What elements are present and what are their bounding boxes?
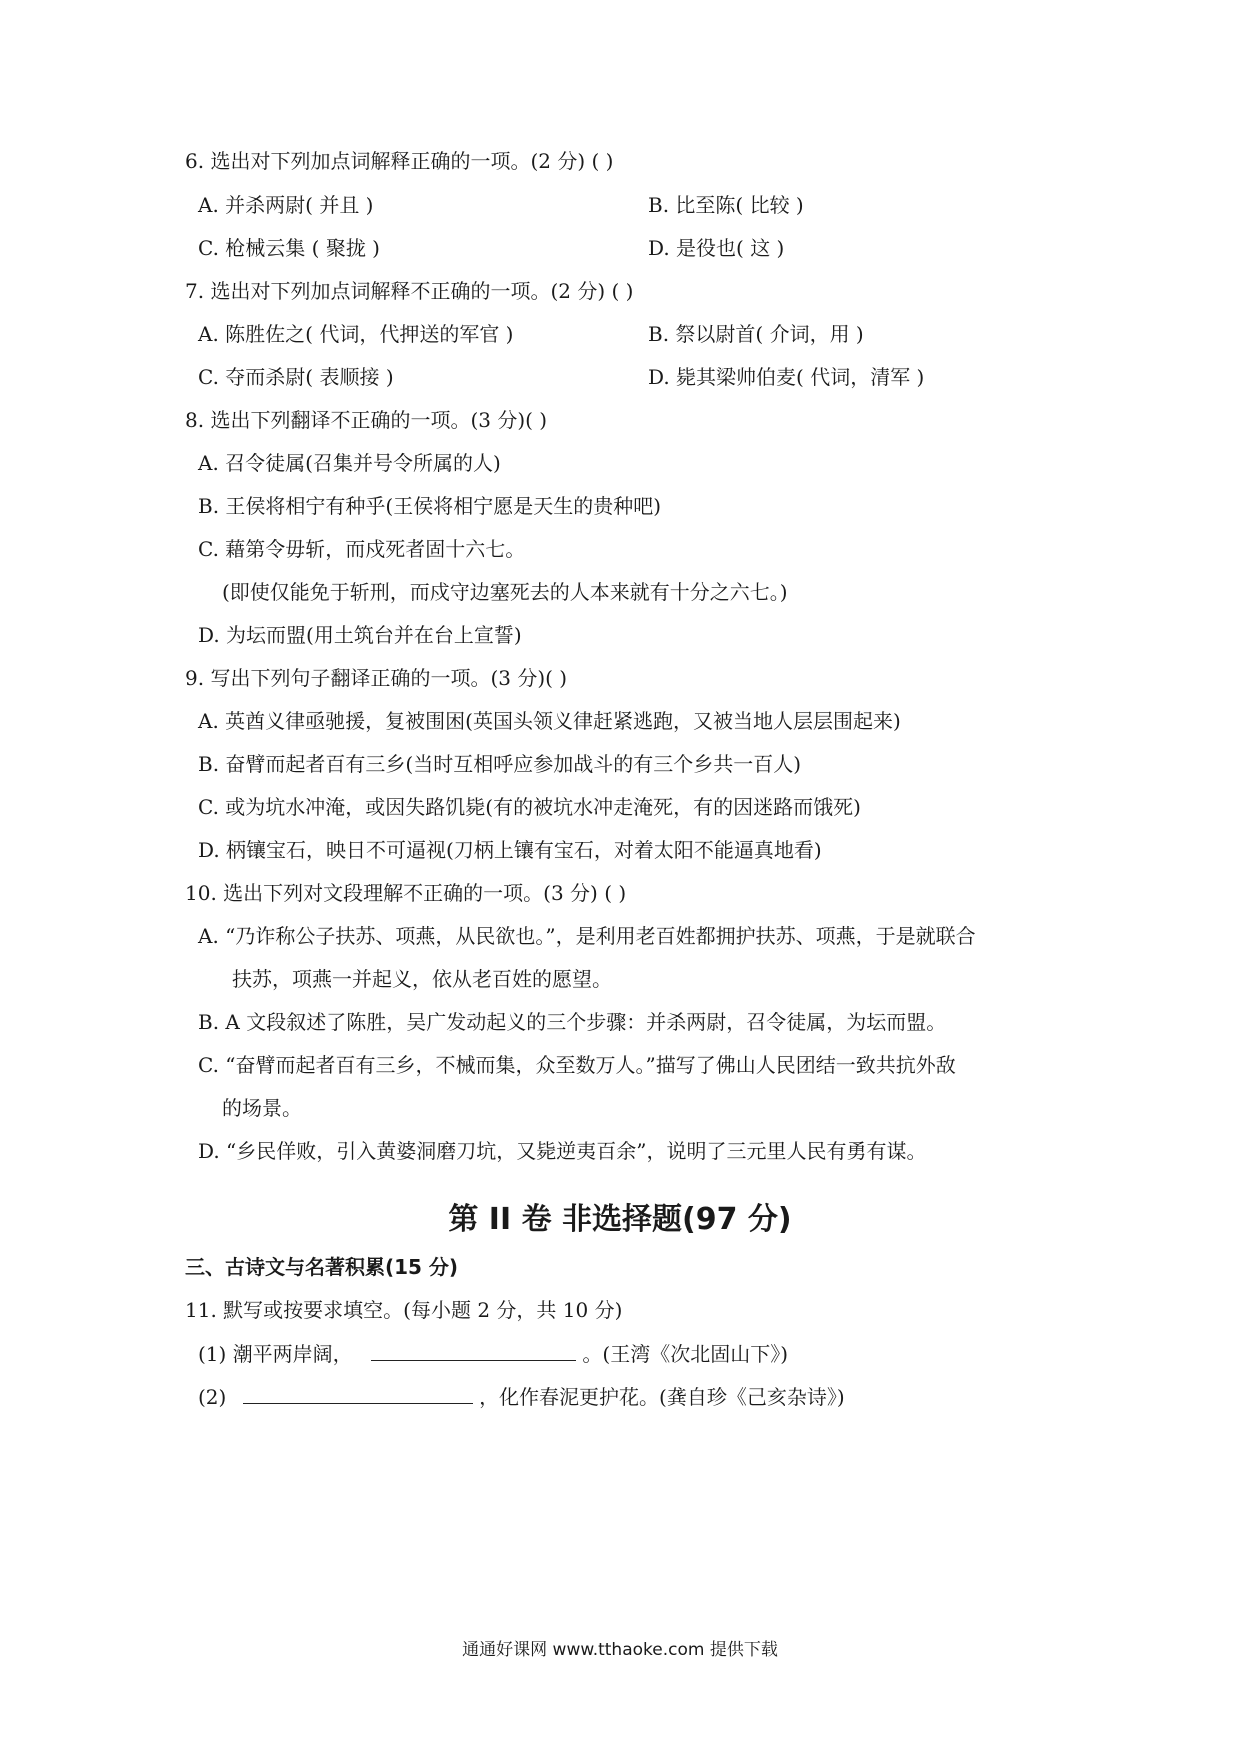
- q9-option-c: C. 或为坑水冲淹，或因失路饥毙(有的被坑水冲走淹死，有的因迷路而饿死): [198, 795, 861, 819]
- q9-option-b: B. 奋臂而起者百有三乡(当时互相呼应参加战斗的有三个乡共一百人): [198, 752, 802, 776]
- q6-option-d: D. 是役也( 这 ): [648, 236, 785, 260]
- q10-stem: 10. 选出下列对文段理解不正确的一项。(3 分) ( ): [185, 881, 627, 905]
- q11-item2-suffix: ，化作春泥更护花。(龚自珍《己亥杂诗》): [479, 1385, 845, 1409]
- q7-options-row2: [0, 363, 1240, 391]
- q10-option-a: A. “乃诈称公子扶苏、项燕，从民欲也。”，是利用老百姓都拥护扶苏、项燕，于是就联合: [198, 924, 976, 948]
- q11-item2: [198, 1383, 845, 1411]
- section3-heading: 三、古诗文与名著积累(15 分): [185, 1255, 459, 1279]
- q11-stem: 11. 默写或按要求填空。(每小题 2 分，共 10 分): [185, 1298, 623, 1322]
- q11-item1-blank[interactable]: [371, 1340, 576, 1361]
- q11-item1: [198, 1340, 788, 1368]
- q6-options-row1: [0, 191, 1240, 219]
- q9-option-d: D. 柄镶宝石，映日不可逼视(刀柄上镶有宝石，对着太阳不能逼真地看): [198, 838, 822, 862]
- q7-option-a: A. 陈胜佐之( 代词，代押送的军官 ): [198, 322, 514, 346]
- q11-item2-blank[interactable]: [243, 1383, 473, 1404]
- q9-option-a: A. 英酋义律亟驰援，复被围困(英国头领义律赶紧逃跑，又被当地人层层围起来): [198, 709, 901, 733]
- q6-option-c: C. 枪械云集 ( 聚拢 ): [198, 236, 380, 260]
- q6-option-b: B. 比至陈( 比较 ): [648, 193, 804, 217]
- q7-option-c: C. 夺而杀尉( 表顺接 ): [198, 365, 394, 389]
- q8-stem: 8. 选出下列翻译不正确的一项。(3 分)( ): [185, 408, 548, 432]
- q8-option-c-translation: (即使仅能免于斩刑，而戍守边塞死去的人本来就有十分之六七。): [222, 580, 788, 604]
- q10-option-c: C. “奋臂而起者百有三乡，不械而集，众至数万人。”描写了佛山人民团结一致共抗外敌: [198, 1053, 956, 1077]
- q7-option-b: B. 祭以尉首( 介词，用 ): [648, 322, 864, 346]
- q8-option-c: C. 藉第令毋斩，而戍死者固十六七。: [198, 537, 526, 561]
- q10-option-a-continued: 扶苏，项燕一并起义，依从老百姓的愿望。: [232, 967, 612, 991]
- q8-option-d: D. 为坛而盟(用土筑台并在台上宣誓): [198, 623, 522, 647]
- q7-option-d: D. 毙其梁帅伯麦( 代词，清军 ): [648, 365, 925, 389]
- q8-option-a: A. 召令徒属(召集并号令所属的人): [198, 451, 501, 475]
- q7-options-row1: [0, 320, 1240, 348]
- q10-option-d: D. “乡民佯败，引入黄婆洞磨刀坑，又毙逆夷百余”，说明了三元里人民有勇有谋。: [198, 1139, 927, 1163]
- q10-option-c-continued: 的场景。: [222, 1096, 302, 1120]
- q11-item2-prefix: (2): [198, 1385, 227, 1409]
- q9-stem: 9. 写出下列句子翻译正确的一项。(3 分)( ): [185, 666, 568, 690]
- q8-option-b: B. 王侯将相宁有种乎(王侯将相宁愿是天生的贵种吧): [198, 494, 662, 518]
- q7-stem: 7. 选出对下列加点词解释不正确的一项。(2 分) ( ): [185, 279, 634, 303]
- q11-item1-prefix: (1) 潮平两岸阔，: [198, 1342, 353, 1366]
- q6-stem: 6. 选出对下列加点词解释正确的一项。(2 分) ( ): [185, 149, 614, 173]
- q6-options-row2: [0, 234, 1240, 262]
- part2-title: 第 II 卷 非选择题(97 分): [448, 1202, 792, 1237]
- q11-item1-suffix: 。(王湾《次北固山下》): [582, 1342, 789, 1366]
- q6-option-a: A. 并杀两尉( 并且 ): [198, 193, 374, 217]
- page-footer: 通通好课网 www.tthaoke.com 提供下载: [462, 1640, 778, 1660]
- q10-option-b: B. A 文段叙述了陈胜，吴广发动起义的三个步骤：并杀两尉，召令徒属，为坛而盟。: [198, 1010, 947, 1034]
